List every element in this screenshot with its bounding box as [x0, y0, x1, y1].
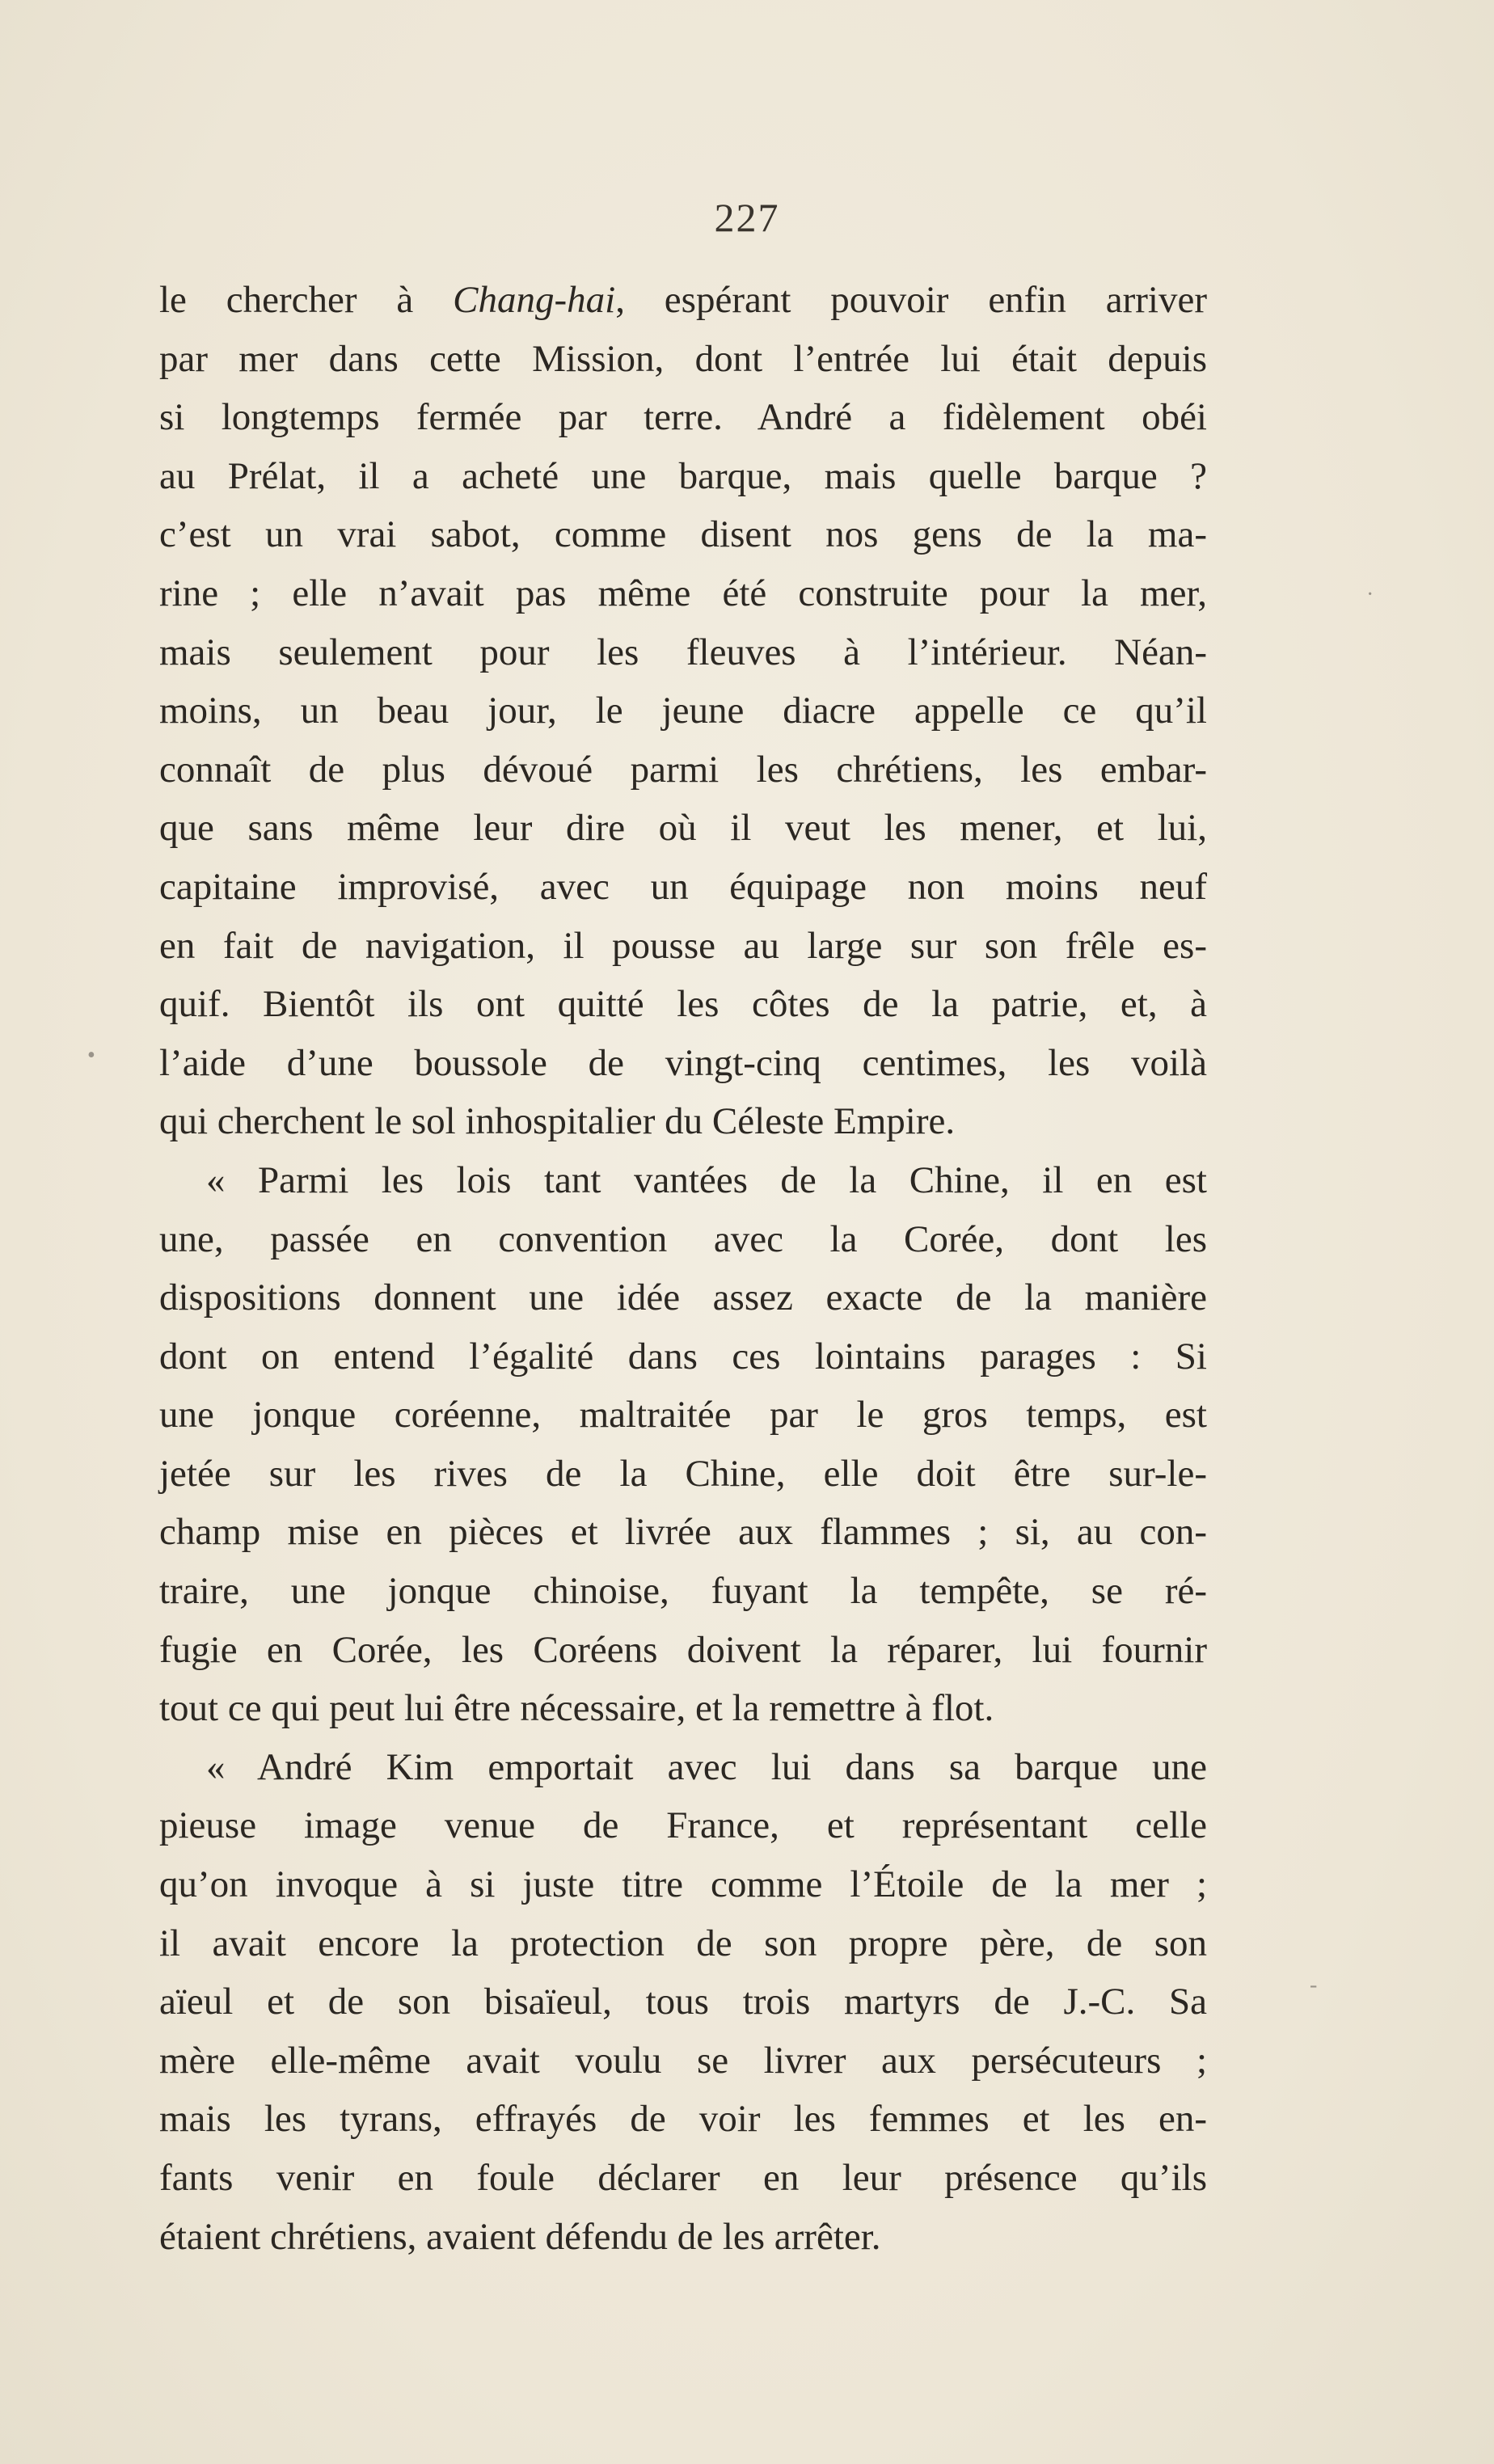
margin-mark: · [1366, 582, 1374, 607]
text-line: aïeul et de son bisaïeul, tous trois martyrs de J.-C. Sa [159, 1981, 1207, 2023]
text-line: il avait encore la protection de son propre père, de son [159, 1922, 1207, 1964]
text-line: connaît de plus dévoué parmi les chrétiens, les embar- [159, 748, 1207, 791]
text-line: fugie en Corée, les Coréens doivent la réparer, lui fournir [159, 1628, 1207, 1671]
text-line: mais les tyrans, effrayés de voir les femmes et les en- [159, 2098, 1207, 2141]
text-line: c’est un vrai sabot, comme disent nos gens de la ma- [159, 513, 1207, 556]
text-line: jetée sur les rives de la Chine, elle doit être sur-le- [159, 1452, 1207, 1495]
text-line: dispositions donnent une idée assez exacte de la manière [159, 1276, 1207, 1319]
margin-mark: - [1310, 1972, 1318, 1998]
italic-place-name: Chang-hai [453, 279, 616, 321]
text-line: rine ; elle n’avait pas même été construite pour la mer, [159, 572, 1207, 614]
text-line: par mer dans cette Mission, dont l’entrée lui était depuis [159, 337, 1207, 380]
text-line: si longtemps fermée par terre. André a fidèlement obéi [159, 396, 1207, 439]
text-line: tout ce qui peut lui être nécessaire, et la remettre à flot. [159, 1687, 994, 1730]
text-line: mère elle-même avait voulu se livrer aux persécuteurs ; [159, 2039, 1207, 2082]
body-text [159, 271, 1207, 2266]
text-line: champ mise en pièces et livrée aux flammes ; si, au con- [159, 1511, 1207, 1554]
text-line: une, passée en convention avec la Corée, dont les [159, 1217, 1207, 1260]
text-line: moins, un beau jour, le jeune diacre appelle ce qu’il [159, 690, 1207, 732]
text-line: capitaine improvisé, avec un équipage non moins neuf [159, 865, 1207, 908]
text-line: « Parmi les lois tant vantées de la Chine, il en est [206, 1158, 1207, 1201]
text-line: « André Kim emportait avec lui dans sa barque une [206, 1745, 1207, 1788]
text-line: traire, une jonque chinoise, fuyant la tempête, se ré- [159, 1570, 1207, 1613]
text-line: le chercher à Chang-hai, espérant pouvoir enfin arriver [159, 279, 1207, 321]
margin-mark: • [87, 1043, 95, 1068]
text-line: étaient chrétiens, avaient défendu de les arrêter. [159, 2215, 881, 2258]
text-line: qu’on invoque à si juste titre comme l’Étoile de la mer ; [159, 1863, 1207, 1906]
text-line: qui cherchent le sol inhospitalier du Céleste Empire. [159, 1100, 956, 1143]
text-line: quif. Bientôt ils ont quitté les côtes de la patrie, et, à [159, 983, 1207, 1026]
text-line: fants venir en foule déclarer en leur présence qu’ils [159, 2157, 1207, 2199]
text-line: une jonque coréenne, maltraitée par le gros temps, est [159, 1394, 1207, 1437]
text-line: pieuse image venue de France, et représentant celle [159, 1804, 1207, 1847]
page-number: 227 [714, 195, 780, 240]
text-line: au Prélat, il a acheté une barque, mais quelle barque ? [159, 454, 1207, 497]
text-line: en fait de navigation, il pousse au large sur son frêle es- [159, 924, 1207, 967]
text-line: mais seulement pour les fleuves à l’intérieur. Néan- [159, 631, 1207, 673]
text-line: dont on entend l’égalité dans ces lointains parages : Si [159, 1335, 1207, 1378]
text-line: que sans même leur dire où il veut les mener, et lui, [159, 807, 1207, 850]
text-line: l’aide d’une boussole de vingt-cinq centimes, les voilà [159, 1041, 1207, 1084]
